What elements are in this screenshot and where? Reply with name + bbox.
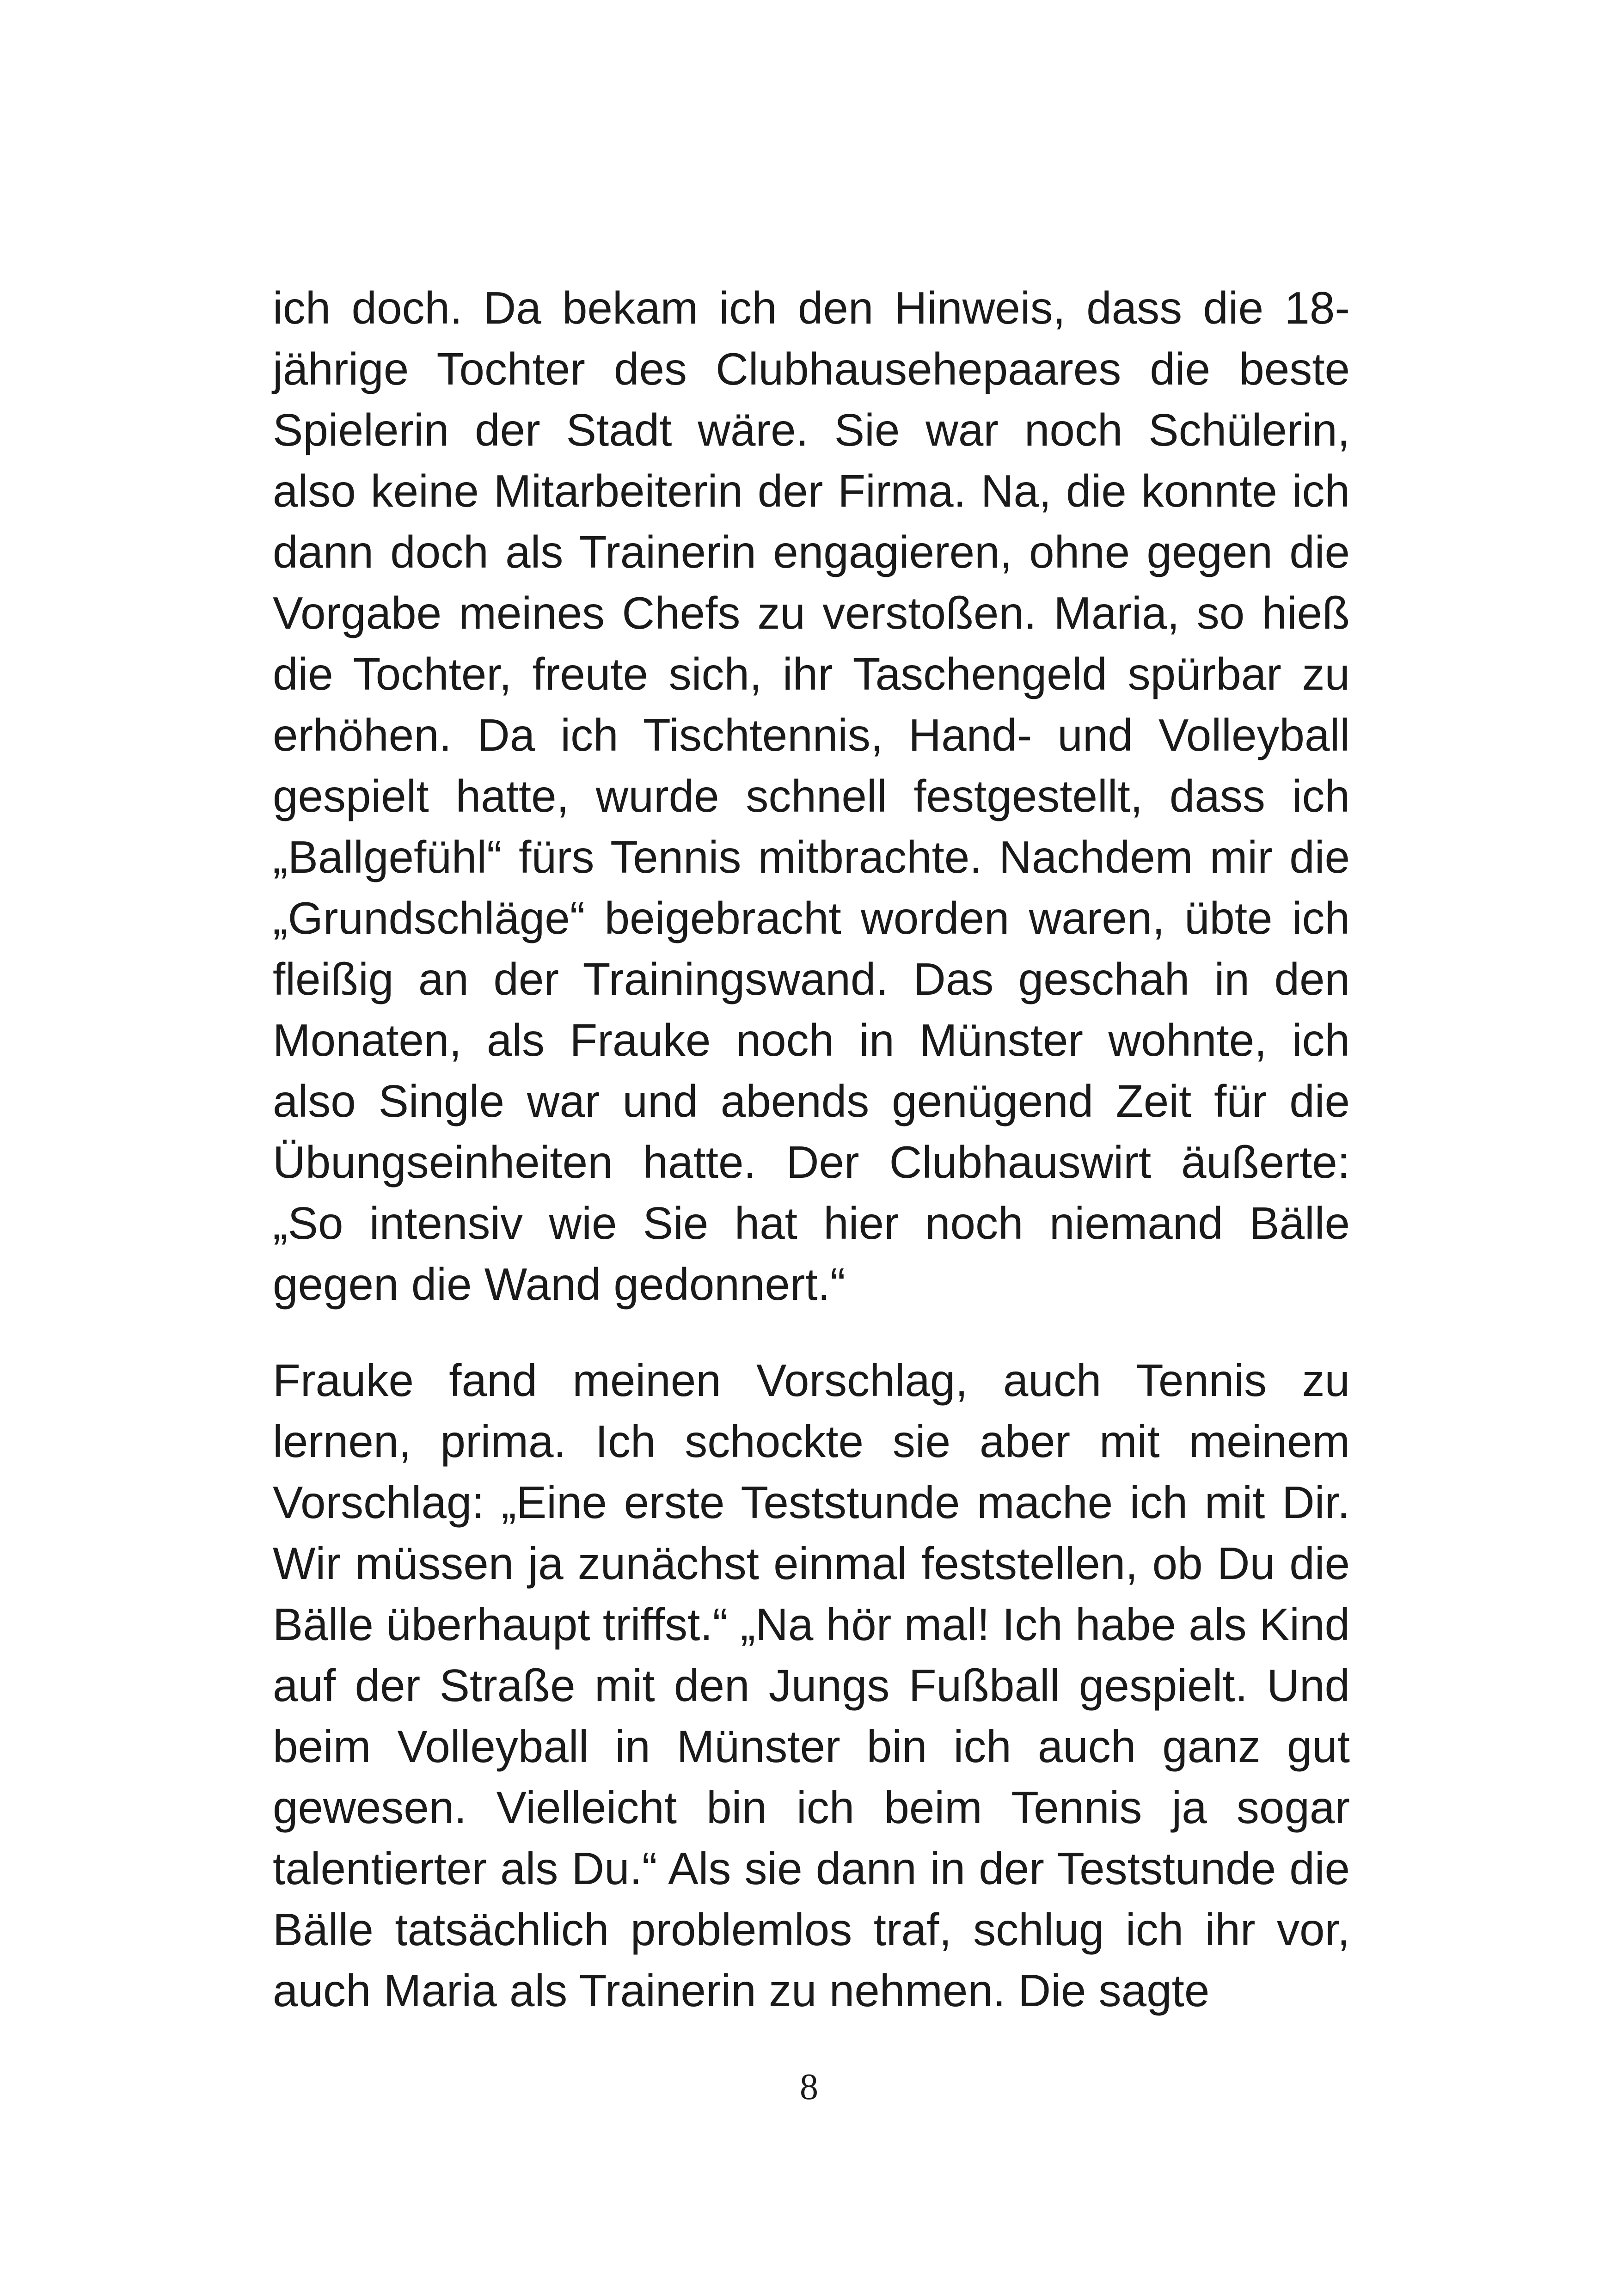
paragraph-2: Frauke fand meinen Vorschlag, auch Tennis zu lernen, prima. Ich schockte sie aber mit meinem Vorschlag: „Eine erste Teststunde mache ich mit Dir. Wir müssen ja zunächst einmal feststellen, ob Du die Bälle überhaupt triffst.“ „Na hör mal! Ich habe als Kind auf der Straße mit den Jungs Fußball gespielt. Und beim Volleyball in Münster bin ich auch ganz gut gewesen. Vielleicht bin ich beim Tennis ja sogar talentierter als Du.“ Als sie dann in der Teststunde die Bälle tatsächlich problemlos traf, schlug ich ihr vor, auch Maria als Trainerin zu nehmen. Die sagte <box>273 1355 1350 2016</box>
body-text <box>273 277 1350 2021</box>
page-number: 8 <box>800 2067 818 2107</box>
paragraph-1: ich doch. Da bekam ich den Hinweis, dass die 18-jährige Tochter des Clubhausehepaares die beste Spielerin der Stadt wäre. Sie war noch Schülerin, also keine Mitarbeiterin der Firma. Na, die konnte ich dann doch als Trainerin engagieren, ohne gegen die Vorgabe meines Chefs zu verstoßen. Maria, so hieß die Tochter, freute sich, ihr Taschengeld spürbar zu erhöhen. Da ich Tischtennis, Hand- und Volleyball gespielt hatte, wurde schnell festgestellt, dass ich „Ballgefühl“ fürs Tennis mitbrachte. Nachdem mir die „Grundschläge“ beigebracht worden waren, übte ich fleißig an der Trainingswand. Das geschah in den Monaten, als Frauke noch in Münster wohnte, ich also Single war und abends genügend Zeit für die Übungseinheiten hatte. Der Clubhauswirt äußerte: „So intensiv wie Sie hat hier noch niemand Bälle gegen die Wand gedonnert.“ <box>273 282 1350 1310</box>
